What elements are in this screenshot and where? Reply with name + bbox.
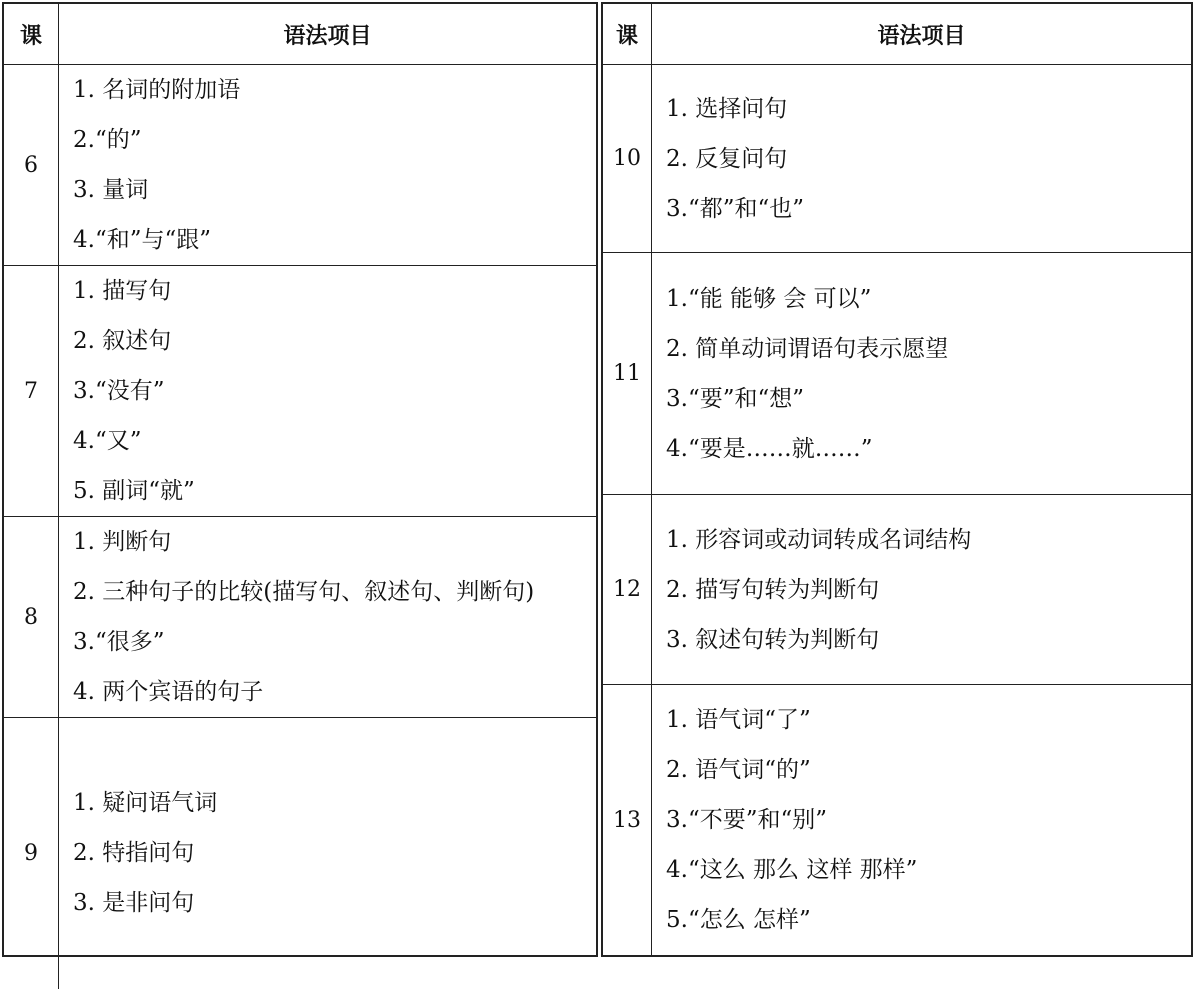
header-row [603, 4, 1191, 65]
table-row [603, 65, 1191, 253]
grammar-item: 2. 特指问句 [73, 840, 195, 867]
grammar-item: 4.“和”与“跟” [73, 227, 211, 253]
table-row [4, 718, 596, 989]
grammar-item: 3.“没有” [73, 378, 165, 404]
grammar-item: 1. 名词的附加语 [73, 77, 241, 103]
header-grammar: 语法项目 [59, 4, 597, 65]
header-lesson: 课 [603, 4, 652, 65]
grammar-item: 2. 叙述句 [73, 328, 172, 354]
grammar-item: 1. 判断句 [73, 529, 172, 555]
grammar-item: 1. 描写句 [73, 278, 172, 304]
grammar-items [652, 495, 1192, 685]
grammar-item: 2. 三种句子的比较(描写句、叙述句、判断句) [73, 579, 535, 605]
grammar-items [59, 266, 597, 517]
table-right-half [601, 2, 1193, 957]
grammar-item: 3. 叙述句转为判断句 [666, 626, 880, 653]
table-row [4, 266, 596, 517]
grammar-items [59, 718, 597, 989]
grammar-item: 1.“能 能够 会 可以” [666, 285, 872, 312]
grammar-item: 3.“都”和“也” [666, 195, 804, 222]
grammar-item: 3. 量词 [73, 177, 149, 203]
lesson-number: 6 [4, 65, 59, 266]
lesson-number: 12 [603, 495, 652, 685]
grammar-item: 3.“不要”和“别” [666, 807, 827, 834]
header-row [4, 4, 596, 65]
table-row [603, 495, 1191, 685]
table-row [4, 517, 596, 718]
lesson-number: 10 [603, 65, 652, 253]
grammar-item: 2. 反复问句 [666, 145, 788, 172]
table-row [603, 253, 1191, 495]
grammar-items [652, 685, 1192, 956]
lesson-number: 9 [4, 718, 59, 989]
grammar-item: 4.“要是……就……” [666, 435, 873, 462]
grammar-item: 2.“的” [73, 127, 142, 153]
header-grammar: 语法项目 [652, 4, 1192, 65]
grammar-item: 1. 选择问句 [666, 95, 788, 122]
grammar-items [59, 65, 597, 266]
grammar-item: 2. 简单动词谓语句表示愿望 [666, 335, 949, 362]
lesson-number: 8 [4, 517, 59, 718]
grammar-item: 1. 疑问语气词 [73, 790, 218, 817]
grammar-item: 1. 语气词“了” [666, 707, 811, 734]
lesson-number: 13 [603, 685, 652, 956]
grammar-item: 2. 语气词“的” [666, 757, 811, 784]
grammar-table-right [603, 4, 1191, 956]
grammar-item: 4.“又” [73, 428, 142, 454]
header-lesson: 课 [4, 4, 59, 65]
grammar-items [652, 65, 1192, 253]
grammar-item: 3.“很多” [73, 629, 165, 655]
table-left-half [2, 2, 598, 957]
grammar-item: 2. 描写句转为判断句 [666, 576, 880, 603]
grammar-items [652, 253, 1192, 495]
grammar-item: 3.“要”和“想” [666, 385, 804, 412]
grammar-item: 3. 是非问句 [73, 890, 195, 917]
lesson-number: 7 [4, 266, 59, 517]
grammar-item: 4. 两个宾语的句子 [73, 679, 264, 705]
table-row [603, 685, 1191, 956]
grammar-item: 5.“怎么 怎样” [666, 907, 811, 934]
grammar-item: 5. 副词“就” [73, 478, 195, 504]
table-row [4, 65, 596, 266]
grammar-item: 4.“这么 那么 这样 那样” [666, 857, 918, 884]
grammar-item: 1. 形容词或动词转成名词结构 [666, 526, 972, 553]
grammar-items [59, 517, 597, 718]
lesson-number: 11 [603, 253, 652, 495]
grammar-table-left [4, 4, 596, 989]
